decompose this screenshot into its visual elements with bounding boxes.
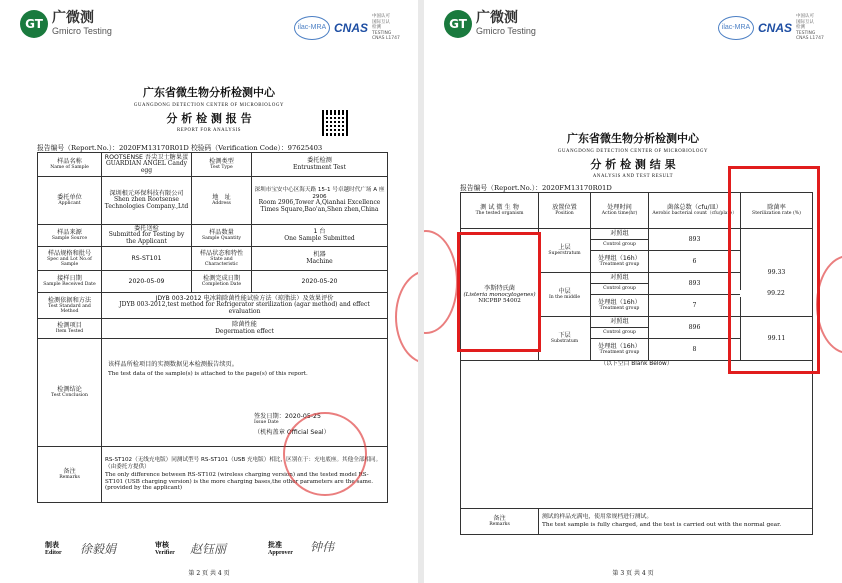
verifier-handwriting: 赵钰丽: [190, 542, 227, 556]
certification-logos: [718, 14, 826, 42]
page-number: 第 2 页 共 4 页: [188, 570, 230, 577]
org-name-en: GUANGDONG DETECTION CENTER OF MICROBIOLOGY: [557, 149, 709, 154]
editor-signature: 制表 Editor: [45, 541, 62, 556]
results-title-en: ANALYSIS AND TEST RESULT: [592, 174, 674, 179]
org-name-cn: 广东省微生物分析检测中心: [143, 86, 275, 99]
table-row: 中层 In the middle 对照组 893: [461, 273, 813, 284]
report-page-3: [424, 0, 842, 583]
conclusion-text-en: The test data of the sample(s) is attached to the page(s) of this report.: [108, 371, 308, 378]
official-seal-label: （机构盖章 Official Seal）: [254, 429, 330, 437]
report-info-table: 样品名称 Name of Sample ROOTSENSE 吾尖卫士糖果蛋 GUARDIAN ANGEL Candy egg 检测类型 Test Type 委托检测 Entrustment Test 委托单位 Applicant 深圳根元环保科技有限公司 Shen zhen Rootsense Technologies Company.,Ltd 地 址 Address 深圳市宝安中心区海天路 15-1 号卓越时代广场 A 座 2906 Room 2906,Tower A,Qianhai Excellence Times Square,Bao'an,Shen zhen,China 样品来源 Sample Source 委托送检 Submitted for Testing by the Applicant 样品数量 Sample Quantity 1 台 One Sample Submitted 样品规格和批号 Spec and Lot No.of Sample RS-ST101 样品状态和特性 State and Characteristic 机器 Machine 接样日期 Sample Received Date 2020-05-09 检测完成日期 Completion Date 2020-05-20 检测依据和方法 Test Standard and Method JDYB 003-2012 电冰箱除菌性能试验方法（琼脂法）及效果评价 JDYB 003-2012,test method for Refrigerator sterilization (agar method) and effect evaluation 检测项目 Item Tested 除菌性能 Degermation effect 检测结论 Test Conclusion 该样品所检项目的实测数据见本检测报告续页。 The test data of the sample(s) is attached to the page(s) of this report. 签发日期：2020-05-25 Issue Date （机构盖章 Official Seal） 备注 Remarks RS-ST102（无线充电版）同测试型号 RS-ST101（USB 充电版）相比，区别在于：充电底座。其他全部相同。（由委托方提供） The only difference between RS-ST102 (wireless charging version) and the tested model RS-ST101 (USB charging version) is the more charging bases,the other parameters are the same. (provided by the applicant): [37, 152, 388, 503]
cnas-icon: CNAS: [333, 20, 368, 35]
report-page-2: [0, 0, 418, 583]
report-title-en: REPORT FOR ANALYSIS: [176, 128, 242, 133]
report-number: 报告编号（Report.No.）：2020FM13170R01D: [460, 184, 612, 192]
rate-cell: 99.11: [741, 317, 813, 361]
gmicro-logo: [20, 10, 112, 38]
issue-date: 签发日期：2020-05-25: [254, 413, 321, 420]
report-title-cn: 分 析 检 测 报 告: [166, 112, 252, 125]
ilac-mra-icon: ilac-MRA: [294, 16, 330, 40]
official-seal-stamp: [283, 412, 367, 496]
organism-cell: 李斯特氏菌 (Listeria monocytogenes) NICPBP 54002: [461, 229, 539, 361]
certification-logos: [294, 14, 402, 42]
verifier-signature: 审核 Verifier: [155, 541, 175, 556]
logo-en-text: Gmicro Testing: [52, 26, 112, 36]
highlight-rate-box: [728, 166, 820, 374]
side-stamp: [395, 270, 418, 364]
conclusion-text-cn: 该样品所检项目的实测数据见本检测报告续页。: [108, 361, 238, 368]
page-number: 第 3 页 共 4 页: [612, 570, 654, 577]
org-name-en: GUANGDONG DETECTION CENTER OF MICROBIOLOGY: [133, 103, 285, 108]
cnas-text: 中国认可 国际互认 检测 TESTING CNAS L1747: [796, 14, 824, 41]
table-row: 下层 Substratum 对照组 896 99.11: [461, 317, 813, 328]
ilac-mra-icon: ilac-MRA: [718, 16, 754, 40]
approver-handwriting: 钟伟: [310, 540, 335, 554]
cnas-icon: CNAS: [757, 20, 792, 35]
rate-cell: 99.33: [741, 229, 813, 317]
logo-en-text: Gmicro Testing: [476, 26, 536, 36]
logo-cn-text: 广微测: [52, 10, 94, 26]
approver-signature: 批准 Approver: [268, 541, 293, 556]
report-number: 报告编号（Report.No.）：2020FM13170R01D 校验码（Verification Code）：97625403: [37, 144, 323, 152]
logo-cn-text: 广微测: [476, 10, 518, 26]
gt-logo-icon: GT: [20, 10, 48, 38]
qr-code-icon: [322, 110, 348, 136]
side-stamp: [424, 230, 458, 334]
editor-handwriting: 徐毅娟: [80, 542, 117, 556]
highlight-organism-box: [457, 232, 541, 352]
org-name-cn: 广东省微生物分析检测中心: [567, 132, 699, 145]
table-row: 李斯特氏菌 (Listeria monocytogenes) NICPBP 54002 上层 Superstratum 对照组 893 99.33: [461, 229, 813, 240]
cnas-text: 中国认可 国际互认 检测 TESTING CNAS L1747: [372, 14, 400, 41]
gt-logo-icon: GT: [444, 10, 472, 38]
blank-below-note: （以下空白 Blank Below）: [600, 361, 673, 367]
results-title-cn: 分 析 检 测 结 果: [590, 158, 676, 171]
rate-middle: 99.22: [740, 290, 812, 297]
gmicro-logo: [444, 10, 536, 38]
results-table: 测 试 微 生 物 The tested organism 放置位置 Position 处理时间 Action time(hr) 菌落总数（cfu/皿） Aerobic bacterial count（cfu/plate） 除菌率 Sterilization rate (%) 李斯特氏菌 (Listeria monocytogenes) NICPBP 54002 上层 Superstratum 对照组 893 99.33 Control group 处理组（16h） Treatment group 6 中层 In the middle 对照组 893 Control group 处理组（16h） Treatment group 7 下层 Substratum 对照组 896 99.11 Control group 处理组（16h） Treatment group 8 （以下空白 Blank Below） 备注 Remarks 测试的样品充满电，使用常规档进行测试。 The test sample is fully charged, and the test is carried out with the normal gear.: [460, 192, 813, 535]
